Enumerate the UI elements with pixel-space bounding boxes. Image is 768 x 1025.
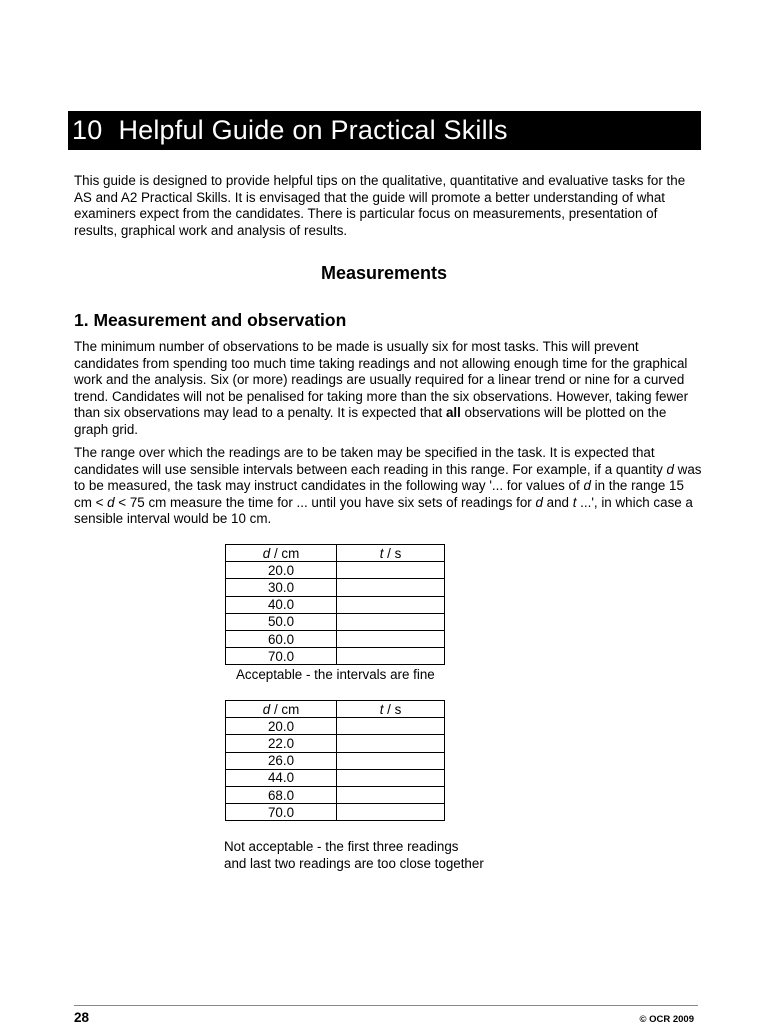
t-value-empty [337,596,445,613]
copyright-notice: © OCR 2009 [639,1014,694,1025]
d-value: 70.0 [226,648,337,665]
page-number: 28 [74,1010,90,1025]
unacceptable-readings-table [225,700,445,821]
chapter-title-bar [68,111,701,150]
section-heading: Measurements [320,263,448,283]
table-row [226,718,445,735]
chapter-title: Helpful Guide on Practical Skills [118,115,508,145]
text-run: The minimum number of observations to be made is usually six for most tasks. This will prevent candidates from spending too much time taking readings and not allowing enough time for the graphical work and the analysis. Six (or more) readings are usually required for a linear trend or nine for a curved trend. Candidates will not be penalised for taking more than the six observations. However, taking fewer than six observations may lead to a penalty. It is expected that [74,339,689,421]
d-value: 30.0 [226,579,337,596]
d-value: 40.0 [226,596,337,613]
var-d: d [666,461,674,477]
d-value: 68.0 [226,786,337,803]
text-run: The range over which the readings are to be taken may be specified in the task. It is expected that candidates will use sensible intervals between each reading in this range. For example, if a quantity [74,445,667,477]
d-value: 20.0 [226,718,337,735]
unit-label: / cm [270,545,300,561]
d-value: 44.0 [226,769,337,786]
var-t: t [379,701,384,717]
t-value-empty [337,735,445,752]
footer-divider [74,1005,698,1006]
subsection-heading: 1. Measurement and observation [74,310,347,330]
table-row [226,786,445,803]
observations-paragraph [74,339,704,439]
t-value-empty [337,579,445,596]
table-row [226,596,445,613]
t-value-empty [337,613,445,630]
range-paragraph [74,445,704,528]
t-value-empty [337,786,445,803]
t-value-empty [337,804,445,821]
acceptable-caption: Acceptable - the intervals are fine [236,667,435,682]
t-value-empty [337,752,445,769]
text-run: and [542,494,573,510]
var-d: d [535,494,543,510]
t-value-empty [337,718,445,735]
t-value-empty [337,769,445,786]
var-d: d [262,545,271,561]
d-value: 20.0 [226,562,337,579]
column-header-d [226,701,337,718]
unit-label: / cm [270,701,300,717]
table-row [226,752,445,769]
text-run: observations will be plotted on the graph grid. [74,405,667,437]
table-row [226,769,445,786]
var-t: t [572,494,577,510]
chapter-number: 10 [72,115,103,145]
column-header-t [337,545,445,562]
d-value: 22.0 [226,735,337,752]
table-row [226,562,445,579]
table-header-row [226,701,445,718]
var-t: t [379,545,384,561]
table-row [226,630,445,647]
d-value: 60.0 [226,630,337,647]
intro-paragraph: This guide is designed to provide helpful tips on the qualitative, quantitative and evaluative tasks for the AS and A2 Practical Skills. It is envisaged that the guide will promote a better understanding of what examiners expect from the candidates. There is particular focus on measurements, presentation of results, graphical work and analysis of results. [74,173,686,238]
table-header-row [226,545,445,562]
d-value: 70.0 [226,804,337,821]
t-value-empty [337,562,445,579]
t-value-empty [337,630,445,647]
var-d: d [583,478,591,494]
column-header-d [226,545,337,562]
table-row [226,648,445,665]
unit-label: / s [383,545,402,561]
text-run: < 75 cm measure the time for ... until you have six sets of readings for [114,494,536,510]
emphasis-all: all [445,405,461,421]
var-d: d [107,494,115,510]
table-row [226,613,445,630]
d-value: 50.0 [226,613,337,630]
unacceptable-caption: Not acceptable - the first three readings and last two readings are too close together [224,839,484,871]
table-row [226,579,445,596]
table-row [226,735,445,752]
d-value: 26.0 [226,752,337,769]
unit-label: / s [383,701,402,717]
var-d: d [262,701,271,717]
t-value-empty [337,648,445,665]
text-run: in the range 15 cm < [74,478,684,510]
text-run: ...', in which case a sensible interval would be 10 cm. [74,494,693,527]
acceptable-readings-table [225,544,445,665]
table-row [226,804,445,821]
column-header-t [337,701,445,718]
text-run: was to be measured, the task may instruct candidates in the following way '... for values of [74,461,702,494]
